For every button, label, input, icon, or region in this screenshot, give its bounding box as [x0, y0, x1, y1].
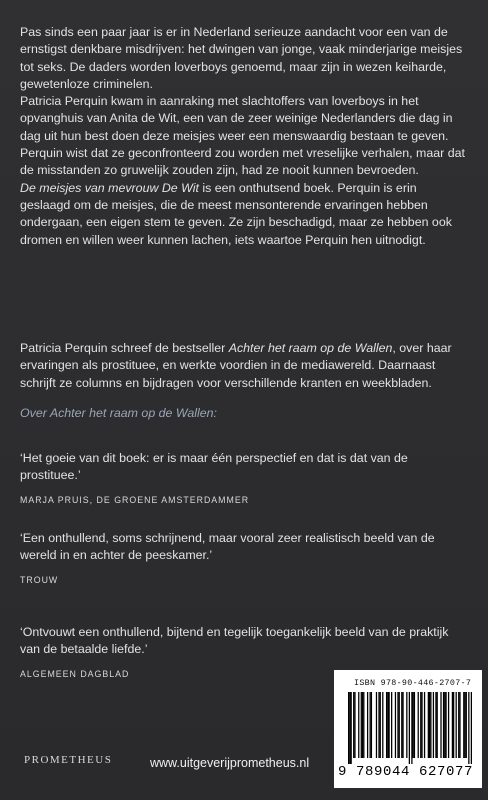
review-text: ‘Een onthullend, soms schrijnend, maar vooral zeer realistisch beeld van de wereld in en achter de peeskamer.’ — [20, 531, 435, 563]
book-title: De meisjes van mevrouw De Wit — [20, 180, 199, 195]
review-text: ‘Ontvouwt een onthullend, bijtend en tegelijk toegankelijk beeld van de praktijk van de betaalde liefde.’ — [20, 625, 449, 657]
review-text: ‘Het goeie van dit boek: er is maar één perspectief en dat is dat van de prostituee.’ — [20, 451, 408, 483]
publisher-logo: PROMETHEUS — [24, 754, 113, 766]
blurb-paragraph-3 — [20, 180, 466, 249]
previous-book-title: Achter het raam op de Wallen — [228, 341, 393, 355]
barcode-digits: 9 789044 627077 — [338, 764, 474, 780]
review-source: TROUW — [20, 574, 59, 585]
barcode-icon — [348, 692, 472, 764]
publisher-website: www.uitgeverijprometheus.nl — [150, 756, 310, 770]
review-source: MARJA PRUIS, DE GROENE AMSTERDAMMER — [20, 494, 250, 505]
author-bio — [20, 340, 466, 392]
review-quote — [20, 530, 466, 589]
blurb-paragraph-2: Patricia Perquin kwam in aanraking met slachtoffers van loverboys in het opvanghuis van Anita de Wit, een van de zeer weinige Nederlanders die dag in dag uit hun best doen deze meisjes weer een menswaardig bestaan te geven. Perquin wist dat ze geconfronteerd zou worden met vreselijke verhalen, maar dat de misstanden zo gruwelijk zouden zijn, had ze nooit kunnen bevroeden. — [20, 94, 465, 178]
author-bio-end: , over haar ervaringen als prostituee, en werkte voordien in de mediawereld. Daarnaast schrijft ze columns en bijdragen voor verschillende kranten en weekbladen. — [20, 341, 452, 390]
review-source: ALGEMEEN DAGBLAD — [20, 668, 130, 679]
author-bio-start: Patricia Perquin schreef de bestseller — [20, 341, 229, 355]
blurb-paragraph-3-text: is een onthutsend boek. Perquin is erin geslaagd om de meisjes, die de meest mensonterende ervaringen hebben ondergaan, een eigen stem te geven. Ze zijn beschadigd, maar ze hebben ook dromen en willen weer kunnen lachen, iets waartoe Perquin hen uitnodigt. — [20, 180, 452, 247]
reviews-heading: Over Achter het raam op de Wallen: — [20, 406, 217, 420]
review-quote — [20, 450, 466, 509]
barcode-label — [334, 670, 482, 788]
blurb-paragraph-1: Pas sinds een paar jaar is er in Nederland serieuze aandacht voor een van de ernstigst denkbare misdrijven: het dwingen van jonge, vaak minderjarige meisjes tot seks. De daders worden loverboys genoemd, maar zijn in wezen keiharde, gewetenloze criminelen. — [20, 25, 463, 91]
blurb-intro — [20, 24, 466, 249]
isbn-number: ISBN 978-90-446-2707-7 — [354, 678, 472, 688]
